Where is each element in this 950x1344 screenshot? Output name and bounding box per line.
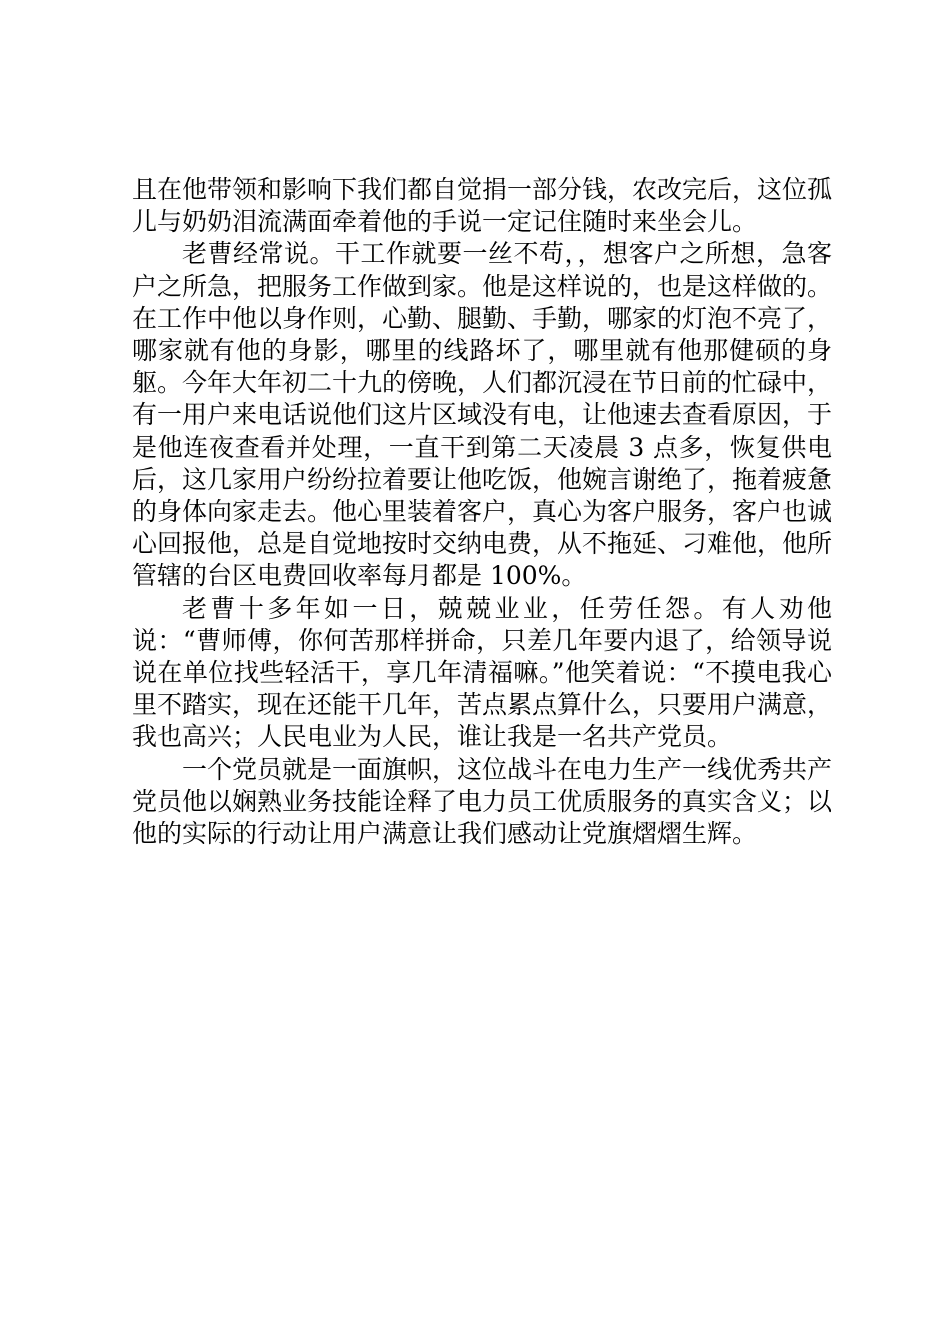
- document-body: [132, 174, 832, 850]
- paragraph-continuation: 且在他带领和影响下我们都自觉捐一部分钱，农改完后，这位孤儿与奶奶泪流满面牵着他的手说一定记住随时来坐会儿。: [132, 175, 833, 237]
- paragraph-party-member-banner: 一个党员就是一面旗帜，这位战斗在电力生产一线优秀共产党员他以娴熟业务技能诠释了电力员工优质服务的真实含义；以他的实际的行动让用户满意让我们感动让党旗熠熠生辉。: [132, 754, 833, 849]
- paragraph-lao-cao-service: 老曹经常说。干工作就要一丝不苟，，想客户之所想，急客户之所急，把服务工作做到家。他是这样说的，也是这样做的。在工作中他以身作则，心勤、腿勤、手勤，哪家的灯泡不亮了，哪家就有他的身影，哪里的线路坏了，哪里就有他那健硕的身躯。今年大年初二十九的傍晚，人们都沉浸在节日前的忙碌中，有一用户来电话说他们这片区域没有电，让他速去查看原因，于是他连夜查看并处理，一直干到第二天凌晨 3 点多，恢复供电后，这几家用户纷纷拉着要让他吃饭，他婉言谢绝了，拖着疲惫的身体向家走去。他心里装着客户，真心为客户服务，客户也诚心回报他，总是自觉地按时交纳电费，从不拖延、刁难他，他所管辖的台区电费回收率每月都是 100%。: [132, 239, 833, 591]
- paragraph-lao-cao-dedication: 老曹十多年如一日，兢兢业业，任劳任怨。有人劝他说：“曹师傅，你何苦那样拼命，只差几年要内退了，给领导说说在单位找些轻活干，享几年清福嘛。”他笑着说：“不摸电我心里不踏实，现在还能干几年，苦点累点算什么，只要用户满意，我也高兴；人民电业为人民，谁让我是一名共产党员。: [132, 593, 833, 752]
